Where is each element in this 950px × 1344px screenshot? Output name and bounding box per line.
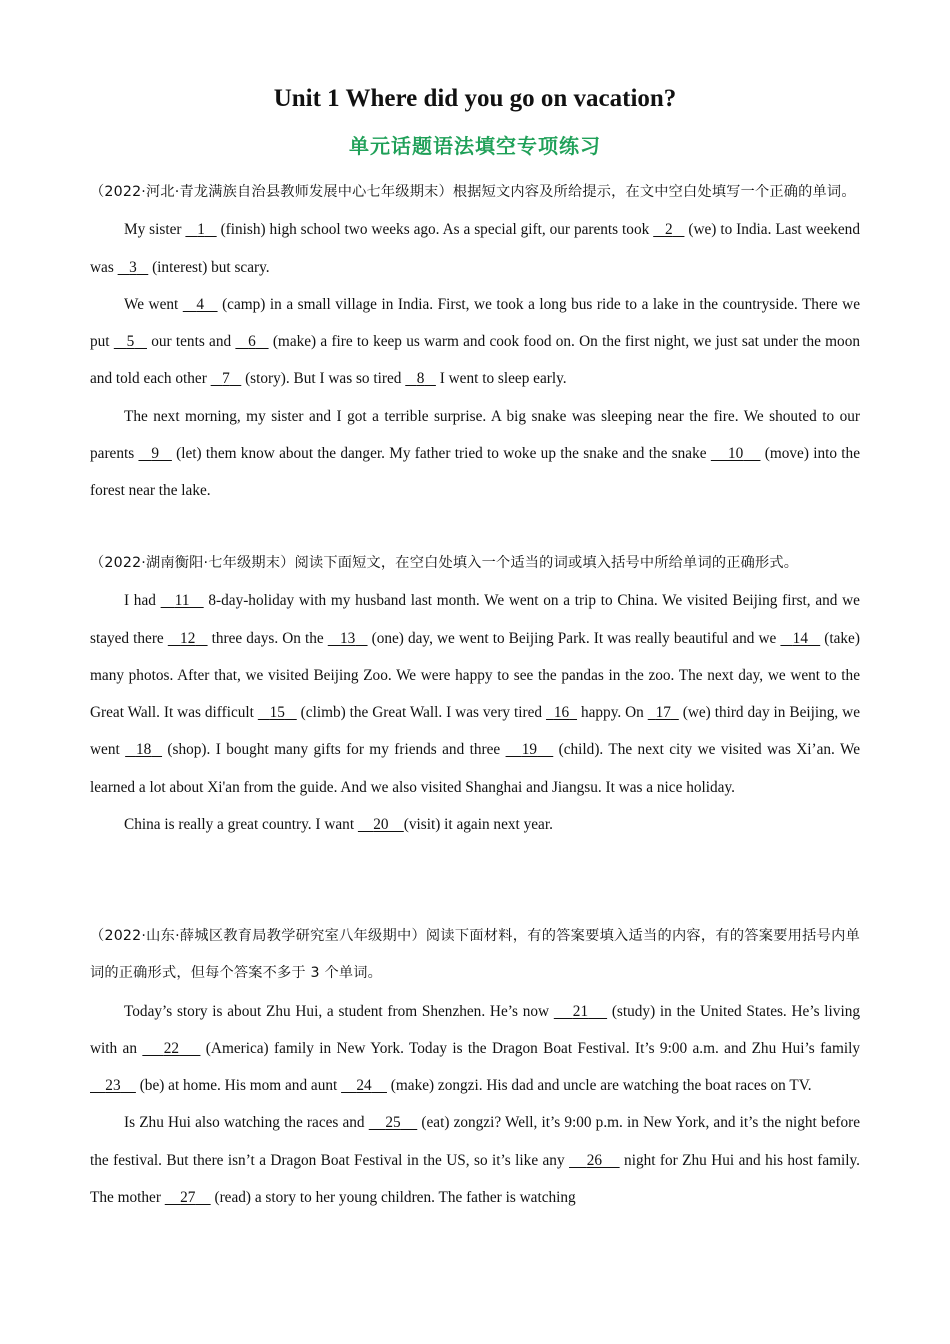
blank-1[interactable]: 1 bbox=[197, 221, 205, 239]
blank-8[interactable]: 8 bbox=[416, 370, 425, 388]
blank-16[interactable]: 16 bbox=[553, 704, 570, 722]
section-2 bbox=[90, 545, 860, 843]
blank-26[interactable]: 26 bbox=[586, 1151, 602, 1169]
blank-11[interactable]: 11 bbox=[174, 592, 190, 610]
section-1-paragraph-1: My sister 1 (finish) high school two weeks ago. As a special gift, our parents took 2 (we) to India. Last weekend was 3 (interest) but scary. bbox=[90, 221, 860, 276]
blank-15[interactable]: 15 bbox=[269, 704, 285, 722]
section-3 bbox=[90, 918, 860, 1216]
section-2-paragraph-1: I had 11 8-day-holiday with my husband last month. We went on a trip to China. We visited Beijing first, and we stayed there 12 three days. On the 13 (one) day, we went to Beijing Park. It was really beautiful and we 14 (take) many photos. After that, we visited Beijing Zoo. We were happy to see the pandas in the zoo. The next day, we went to the Great Wall. It was difficult 15 (climb) the Great Wall. I was very tired 16 happy. On 17 (we) third day in Beijing, we went 18 (shop). I bought many gifts for my friends and three 19 (child). The next city we visited was Xi’an. We learned a lot about Xi'an from the guide. And we also visited Shanghai and Jiangsu. It was a nice holiday. bbox=[90, 592, 860, 796]
section-1-source: （2022·河北·青龙满族自治县教师发展中心七年级期末）根据短文内容及所给提示，在文中空白处填写一个正确的单词。 bbox=[90, 184, 856, 200]
blank-23[interactable]: 23 bbox=[105, 1077, 121, 1095]
blank-3[interactable]: 3 bbox=[129, 258, 137, 276]
blank-20[interactable]: 20 bbox=[373, 816, 389, 834]
blank-4[interactable]: 4 bbox=[196, 295, 204, 313]
blank-12[interactable]: 12 bbox=[180, 629, 196, 647]
section-1-paragraph-3: The next morning, my sister and I got a terrible surprise. A big snake was sleeping near the fire. We shouted to our parents 9 (let) them know about the danger. My father tried to woke up the snake and the snake 10 (move) into the forest near the lake. bbox=[90, 407, 860, 500]
blank-24[interactable]: 24 bbox=[356, 1077, 372, 1095]
blank-14[interactable]: 14 bbox=[792, 629, 808, 647]
blank-19[interactable]: 19 bbox=[521, 741, 538, 759]
section-1-paragraph-2: We went 4 (camp) in a small village in India. First, we took a long bus ride to a lake in the countryside. There we put 5 our tents and 6 (make) a fire to keep us warm and cook food on. On the first night, we just sat under the moon and told each other 7 (story). But I was so tired 8 I went to sleep early. bbox=[90, 295, 860, 388]
page-title: Unit 1 Where did you go on vacation? bbox=[273, 85, 677, 112]
blank-22[interactable]: 22 bbox=[163, 1039, 180, 1057]
section-3-paragraph-1: Today’s story is about Zhu Hui, a student from Shenzhen. He’s now 21 (study) in the United States. He’s living with an 22 (America) family in New York. Today is the Dragon Boat Festival. It’s 9:00 a.m. and Zhu Hui’s family 23 (be) at home. His mom and aunt 24 (make) zongzi. His dad and uncle are watching the boat races on TV. bbox=[90, 1002, 861, 1095]
blank-6[interactable]: 6 bbox=[248, 333, 256, 351]
blank-7[interactable]: 7 bbox=[222, 370, 230, 388]
blank-2[interactable]: 2 bbox=[664, 221, 673, 239]
section-3-paragraph-2: Is Zhu Hui also watching the races and 25 (eat) zongzi? Well, it’s 9:00 p.m. in New York, and it’s the night before the festival. But there isn’t a Dragon Boat Festival in the US, so it’s like any 26 night for Zhu Hui and his host family. The mother 27 (read) a story to her young children. The father is watching bbox=[90, 1114, 861, 1207]
page-subtitle: 单元话题语法填空专项练习 bbox=[349, 134, 601, 158]
section-1 bbox=[90, 174, 860, 510]
blank-13[interactable]: 13 bbox=[340, 629, 356, 647]
section-2-source: （2022·湖南衡阳·七年级期末）阅读下面短文，在空白处填入一个适当的词或填入括号中所给单词的正确形式。 bbox=[90, 555, 799, 571]
section-3-source: （2022·山东·薛城区教育局教学研究室八年级期中）阅读下面材料，有的答案要填入适当的内容，有的答案要用括号内单词的正确形式，但每个答案不多于 3 个单词。 bbox=[90, 928, 860, 982]
blank-27[interactable]: 27 bbox=[180, 1189, 196, 1207]
blank-18[interactable]: 18 bbox=[135, 741, 152, 759]
blank-21[interactable]: 21 bbox=[572, 1002, 589, 1020]
blank-17[interactable]: 17 bbox=[655, 704, 671, 722]
blank-9[interactable]: 9 bbox=[151, 445, 159, 463]
blank-25[interactable]: 25 bbox=[385, 1114, 401, 1132]
section-2-paragraph-2: China is really a great country. I want 20 (visit) it again next year. bbox=[124, 816, 553, 834]
blank-5[interactable]: 5 bbox=[126, 333, 135, 351]
blank-10[interactable]: 10 bbox=[728, 445, 744, 463]
